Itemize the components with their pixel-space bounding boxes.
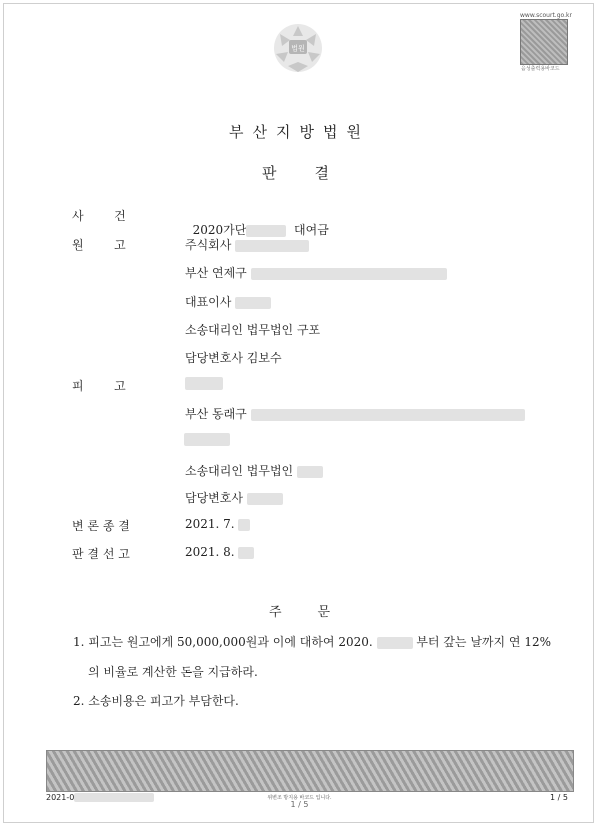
redaction [184,433,230,446]
order-heading: 주문 [268,605,367,620]
defendant-address-text: 부산 동래구 [185,407,247,421]
redaction [251,409,525,421]
case-number: 2020가단 [192,223,247,237]
footer-page-right: 1 / 5 [550,793,568,802]
order-item-1-cont: 의 비율로 계산한 돈을 지급하라. [88,665,258,679]
hearing-closed-label: 변 론 종 결 [72,519,130,533]
barcode-caption: 음성출력용바코드 [521,66,560,72]
footer-page-center: 1 / 5 [290,800,309,809]
plaintiff-address-text: 부산 연제구 [185,266,247,280]
order-item-1-text: 1. 피고는 원고에게 50,000,000원과 이에 대하여 2020. [73,635,373,649]
defendant-counsel-text: 소송대리인 법무법인 [185,464,294,478]
hearing-closed-text: 2021. 7. [185,517,235,531]
hearing-closed-date [185,517,250,531]
barcode-image [520,19,568,65]
defendant-counsel [185,462,323,479]
judgment-date-text: 2021. 8. [185,545,235,559]
case-label: 사 건 [72,209,126,223]
plaintiff-address [185,264,447,281]
plaintiff-counsel: 소송대리인 법무법인 구포 [185,323,321,337]
judgment-date [185,545,254,559]
redaction [247,493,283,505]
order-item-1-suffix: 부터 갚는 날까지 연 12% [416,635,552,649]
court-emblem-icon [270,22,326,74]
judgment-date-label: 판 결 선 고 [72,547,130,561]
redaction [297,466,323,478]
redaction [238,547,254,559]
anti-forgery-barcode [46,750,574,792]
court-name: 부산지방법원 [229,123,370,141]
redaction [238,519,250,531]
order-item-2: 2. 소송비용은 피고가 부담한다. [73,694,239,708]
footer-note: 위변조 방지용 바코드 입니다. [267,795,332,801]
document-title: 판결 [262,164,367,182]
case-name: 대여금 [294,223,329,237]
redaction [377,637,413,649]
redaction [235,240,309,252]
plaintiff-name [185,236,309,253]
plaintiff-rep-text: 대표이사 [185,295,232,309]
defendant-attorney [185,489,283,506]
defendant-attorney-text: 담당변호사 [185,491,243,505]
case-value [185,207,329,238]
redaction [235,297,271,309]
svg-text:법원: 법원 [291,44,305,53]
plaintiff-company: 주식회사 [185,238,232,252]
order-item-1 [73,633,551,650]
redaction [185,377,223,390]
plaintiff-label: 원 고 [72,238,126,252]
plaintiff-rep [185,293,271,310]
defendant-label: 피 고 [72,379,126,393]
redaction [246,225,286,237]
plaintiff-attorney: 담당변호사 김보수 [185,351,282,365]
footer-case-text: 2021-0 [46,793,75,802]
redaction [251,268,447,280]
site-url: www.scourt.go.kr [520,12,572,19]
defendant-address [185,405,525,422]
